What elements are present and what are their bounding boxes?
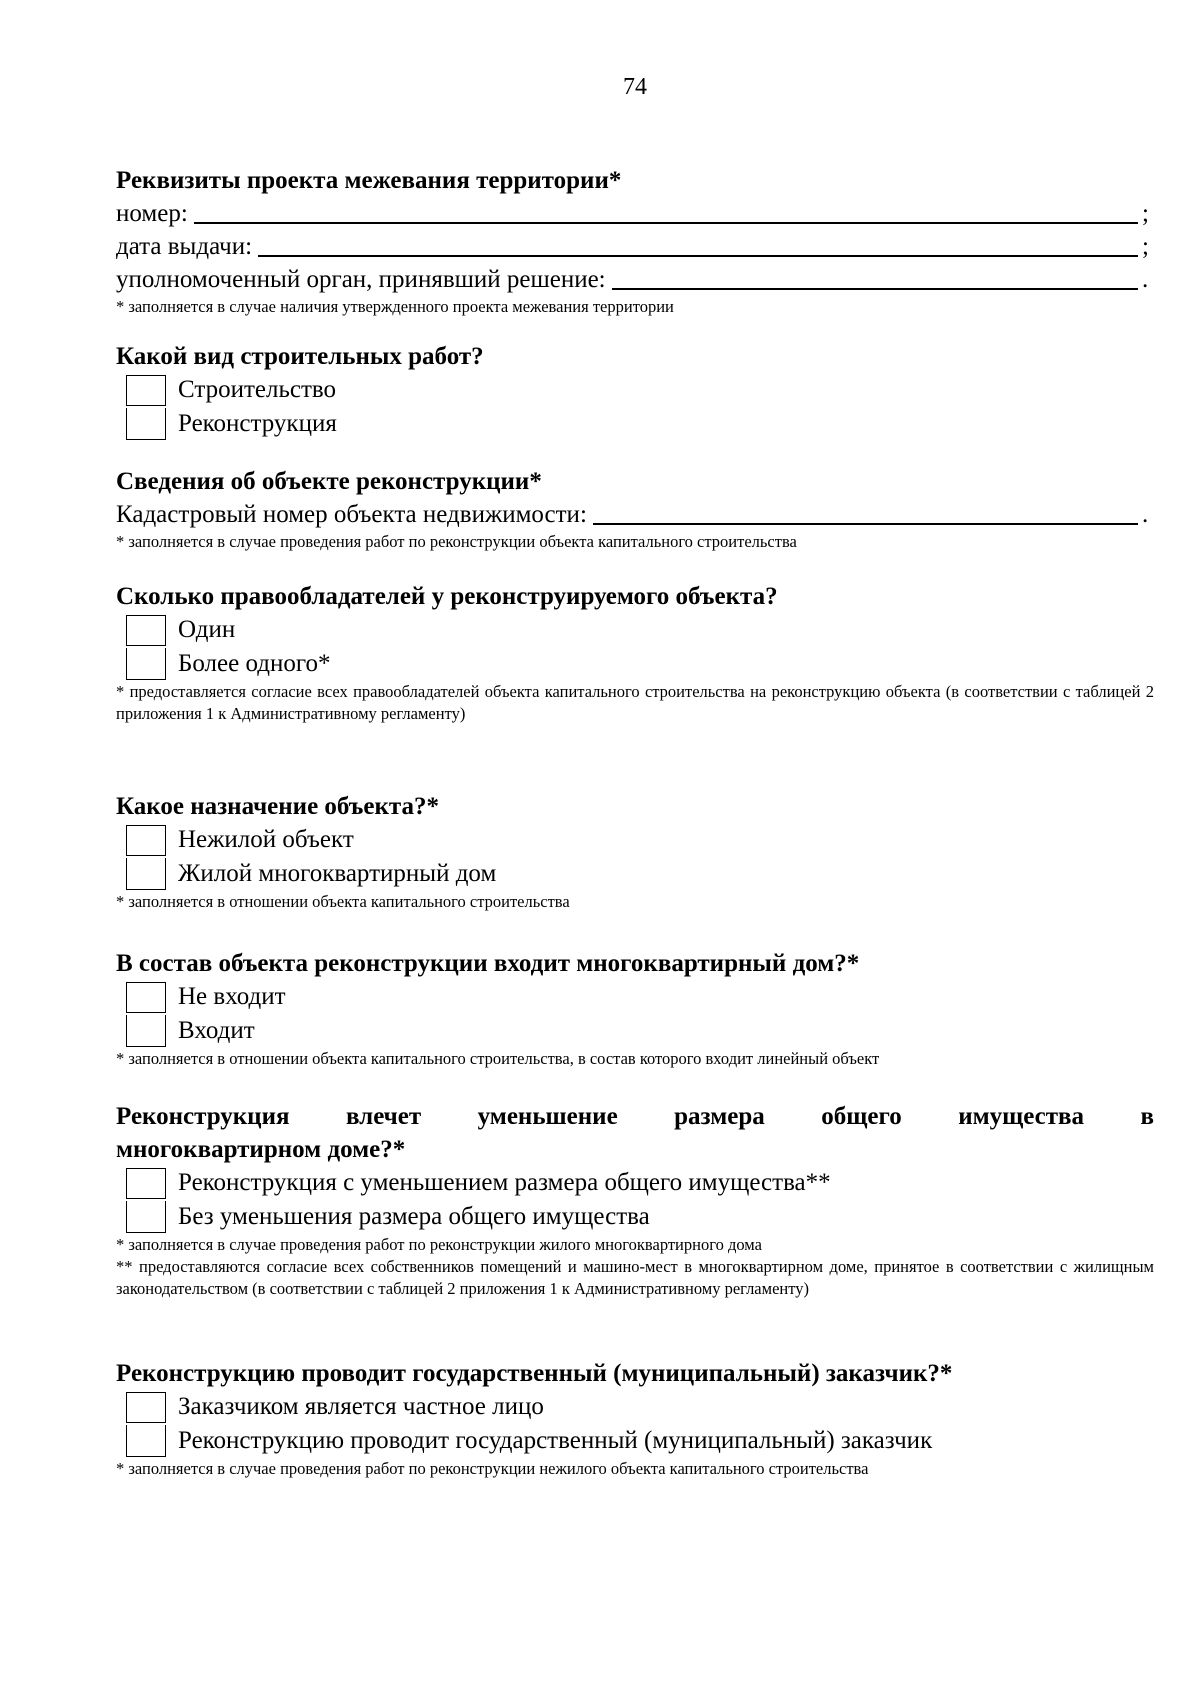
field-number: номер: ; [116,197,1154,230]
section-title: Какое назначение объекта?* [116,793,439,820]
field-label: уполномоченный орган, принявший решение: [116,266,606,293]
section-reconstruction-object [116,465,1154,553]
option-with-reduction[interactable] [116,1166,1154,1200]
section-title: Реквизиты проекта межевания территории* [116,167,622,194]
section-work-type [116,340,1154,441]
field-label: номер: [116,200,188,227]
checkbox[interactable] [126,982,166,1013]
option-label: Жилой многоквартирный дом [178,860,497,887]
option-multiple-owners[interactable] [116,647,1154,681]
checkbox[interactable] [126,615,166,646]
footnote: * заполняется в отношении объекта капитального строительства [116,892,570,911]
section-title: Реконструкция влечет уменьшение размера общего имущества в [116,1103,1154,1130]
footnote: * заполняется в случае проведения работ по реконструкции объекта капитального строительства [116,532,797,551]
option-apartment-building[interactable] [116,857,1154,891]
section-title: Сведения об объекте реконструкции* [116,468,542,495]
checkbox[interactable] [126,1392,166,1423]
option-label: Нежилой объект [178,826,354,853]
option-label: Заказчиком является частное лицо [178,1393,544,1420]
checkbox[interactable] [126,375,166,406]
option-label: Более одного* [178,650,331,677]
checkbox[interactable] [126,1168,166,1199]
checkbox[interactable] [126,648,166,680]
footnote: ** предоставляются согласие всех собственников помещений и машино-мест в многоквартирном доме, принятое в соответствии с жилищным законодательством (в соответствии с таблицей 2 приложения 1 к Административному регламенту) [116,1257,1154,1298]
checkbox[interactable] [126,1015,166,1047]
field-label: Кадастровый номер объекта недвижимости: [116,501,587,528]
section-state-customer [116,1357,1154,1480]
option-construction[interactable] [116,373,1154,407]
option-label: Входит [178,1017,255,1044]
option-label: Строительство [178,376,337,403]
field-authority: уполномоченный орган, принявший решение: . [116,263,1154,296]
option-one-owner[interactable] [116,613,1154,647]
checkbox[interactable] [126,858,166,890]
option-private-customer[interactable] [116,1390,1154,1424]
section-title-continued: многоквартирном доме?* [116,1136,406,1163]
option-non-residential[interactable] [116,823,1154,857]
option-state-customer[interactable] [116,1424,1154,1458]
option-label: Один [178,616,236,643]
field-cadastral-number: Кадастровый номер объекта недвижимости: . [116,498,1154,531]
checkbox[interactable] [126,1425,166,1457]
issue-date-input-line[interactable] [258,230,1138,257]
footnote: * предоставляется согласие всех правообладателей объекта капитального строительства на реконструкцию объекта (в соответствии с таблицей 2 приложения 1 к Административному регламенту) [116,682,1154,723]
section-owners-count [116,580,1154,725]
section-survey-project-details [116,164,1154,318]
section-includes-apartment-building [116,947,1154,1070]
field-issue-date: дата выдачи: ; [116,230,1154,263]
checkbox[interactable] [126,408,166,440]
section-title: Реконструкцию проводит государственный (муниципальный) заказчик?* [116,1360,953,1387]
page-number: 74 [623,74,647,100]
option-label: Реконструкция [178,410,337,437]
option-label: Не входит [178,983,286,1010]
option-without-reduction[interactable] [116,1200,1154,1234]
option-included[interactable] [116,1014,1154,1048]
section-object-purpose [116,790,1154,913]
option-label: Без уменьшения размера общего имущества [178,1203,650,1230]
option-label: Реконструкцию проводит государственный (муниципальный) заказчик [178,1427,933,1454]
footnote: * заполняется в случае проведения работ по реконструкции жилого многоквартирного дома [116,1235,762,1254]
authority-input-line[interactable] [612,263,1138,290]
section-title: Сколько правообладателей у реконструируемого объекта? [116,583,778,610]
option-reconstruction[interactable] [116,407,1154,441]
footnote: * заполняется в случае наличия утвержденного проекта межевания территории [116,297,674,316]
cadastral-number-input-line[interactable] [593,498,1138,525]
option-label: Реконструкция с уменьшением размера общего имущества** [178,1169,831,1196]
section-title: Какой вид строительных работ? [116,343,484,370]
section-common-property-reduction [116,1100,1154,1300]
footnote: * заполняется в случае проведения работ по реконструкции нежилого объекта капитального строительства [116,1459,869,1478]
footnote: * заполняется в отношении объекта капитального строительства, в состав которого входит линейный объект [116,1049,880,1068]
number-input-line[interactable] [194,197,1138,224]
checkbox[interactable] [126,825,166,856]
checkbox[interactable] [126,1201,166,1233]
field-label: дата выдачи: [116,233,253,260]
section-title: В состав объекта реконструкции входит многоквартирный дом?* [116,950,860,977]
option-not-included[interactable] [116,980,1154,1014]
